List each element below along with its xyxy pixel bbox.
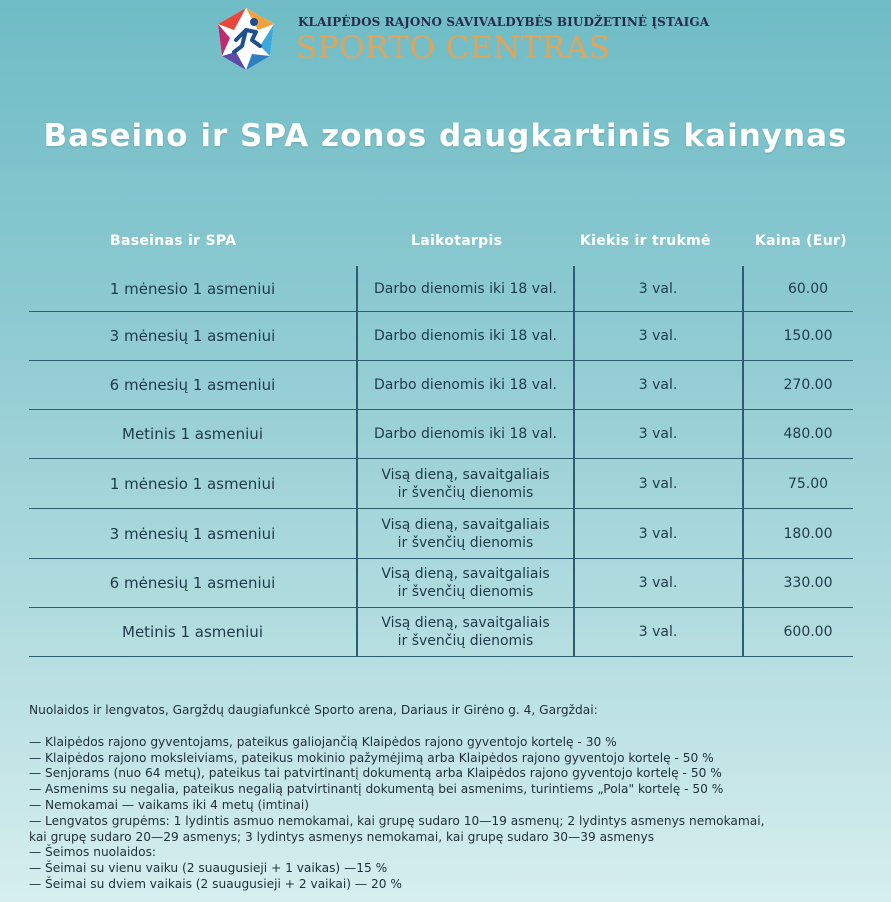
row-duration: 3 val. [638, 377, 678, 393]
row-duration: 3 val. [638, 575, 678, 591]
row-period-line: ir švenčių dienomis [397, 584, 534, 600]
row-duration: 3 val. [638, 624, 678, 640]
table-row [29, 459, 853, 509]
row-period-line: ir švenčių dienomis [397, 534, 534, 551]
row-duration: 3 val. [638, 475, 678, 492]
row-period-line: Visą dieną, savaitgaliais [381, 466, 550, 483]
column-header-period: Laikotarpis [411, 233, 503, 249]
table-row [29, 266, 853, 312]
row-price: 330.00 [783, 575, 833, 591]
notes-line: — Klaipėdos rajono moksleiviams, pateikus mokinio pažymėjimą arba Klaipėdos rajono gyventojo kortelę - 50 % [29, 750, 714, 765]
row-price: 270.00 [783, 377, 833, 393]
notes-line: kai grupę sudaro 20—29 asmenys; 3 lydintys asmenys nemokamai, kai grupę sudaro 30—39 asmenys [29, 829, 655, 844]
row-duration: 3 val. [638, 525, 678, 542]
logo [212, 6, 710, 76]
notes-heading: Nuolaidos ir lengvatos, Gargždų daugiafunkcė Sporto arena, Dariaus ir Girėno g. 4, Gargždai: [29, 703, 598, 717]
column-header-duration: Kiekis ir trukmė [580, 233, 711, 249]
row-duration: 3 val. [638, 426, 678, 442]
table-row [29, 608, 853, 657]
row-name: 1 mėnesio 1 asmeniui [109, 474, 276, 493]
row-name: 3 mėnesių 1 asmeniui [109, 327, 276, 345]
row-name: 6 mėnesių 1 asmeniui [109, 376, 276, 394]
row-name: 3 mėnesių 1 asmeniui [109, 524, 276, 543]
notes-line: — Nemokamai — vaikams iki 4 metų (imtinai) [29, 797, 310, 812]
row-price: 60.00 [787, 280, 829, 297]
organization-line: KLAIPĖDOS RAJONO SAVIVALDYBĖS BIUDŽETINĖ ĮSTAIGA [298, 15, 710, 29]
table-row [29, 361, 853, 410]
row-period-line: Darbo dienomis iki 18 val. [374, 280, 557, 297]
row-period [358, 608, 573, 656]
row-period-line: ir švenčių dienomis [397, 484, 534, 501]
row-period-line: Darbo dienomis iki 18 val. [374, 377, 557, 393]
row-period-line: Visą dieną, savaitgaliais [381, 566, 550, 582]
row-period [358, 459, 573, 508]
row-price: 75.00 [787, 475, 829, 492]
row-period-line: Darbo dienomis iki 18 val. [374, 328, 557, 344]
notes-line: — Senjorams (nuo 64 metų), pateikus tai patvirtinantį dokumentą arba Klaipėdos rajono gyventojo kortelę - 50 % [29, 766, 722, 781]
brand-name: SPORTO CENTRAS [296, 30, 611, 66]
row-name: Metinis 1 asmeniui [122, 623, 263, 641]
row-period [358, 410, 573, 458]
table-row [29, 509, 853, 559]
notes-line: — Klaipėdos rajono gyventojams, pateikus galiojančią Klaipėdos rajono gyventojo kortelę - 30 % [29, 734, 617, 749]
row-price: 600.00 [783, 624, 833, 640]
row-name: 6 mėnesių 1 asmeniui [109, 574, 276, 592]
row-period [358, 266, 573, 311]
table-row [29, 559, 853, 608]
row-price: 180.00 [783, 525, 833, 542]
notes-line: — Lengvatos grupėms: 1 lydintis asmuo nemokamai, kai grupę sudaro 10—19 asmenų; 2 lydintys asmenys nemokamai, [29, 813, 765, 828]
discounts-notes [29, 703, 874, 893]
row-duration: 3 val. [638, 280, 678, 297]
column-header-pool-spa: Baseinas ir SPA [110, 233, 237, 249]
row-duration: 3 val. [638, 328, 678, 344]
page-title: Baseino ir SPA zonos daugkartinis kainynas [43, 118, 848, 154]
notes-line: — Šeimai su dviem vaikais (2 suaugusieji + 2 vaikai) — 20 % [29, 876, 402, 891]
notes-line: — Asmenims su negalia, pateikus negalią patvirtinantį dokumentą bei asmenims, turintiems „Pola" kortelę - 50 % [29, 782, 724, 797]
sports-center-logo-icon [212, 6, 280, 72]
row-period-line: Visą dieną, savaitgaliais [381, 516, 550, 533]
row-period [358, 361, 573, 409]
row-price: 150.00 [783, 328, 833, 344]
table-row [29, 410, 853, 459]
column-header-price: Kaina (Eur) [755, 233, 847, 249]
table-row [29, 312, 853, 361]
row-period [358, 559, 573, 607]
row-period [358, 509, 573, 558]
row-period-line: ir švenčių dienomis [397, 633, 534, 649]
row-period-line: Darbo dienomis iki 18 val. [374, 426, 557, 442]
row-price: 480.00 [783, 426, 833, 442]
notes-line: — Šeimos nuolaidos: [29, 845, 157, 860]
row-period-line: Visą dieną, savaitgaliais [381, 615, 550, 631]
row-name: Metinis 1 asmeniui [122, 425, 263, 443]
row-name: 1 mėnesio 1 asmeniui [109, 279, 276, 298]
row-period [358, 312, 573, 360]
notes-line: — Šeimai su vienu vaiku (2 suaugusieji + 1 vaikas) —15 % [29, 861, 388, 876]
